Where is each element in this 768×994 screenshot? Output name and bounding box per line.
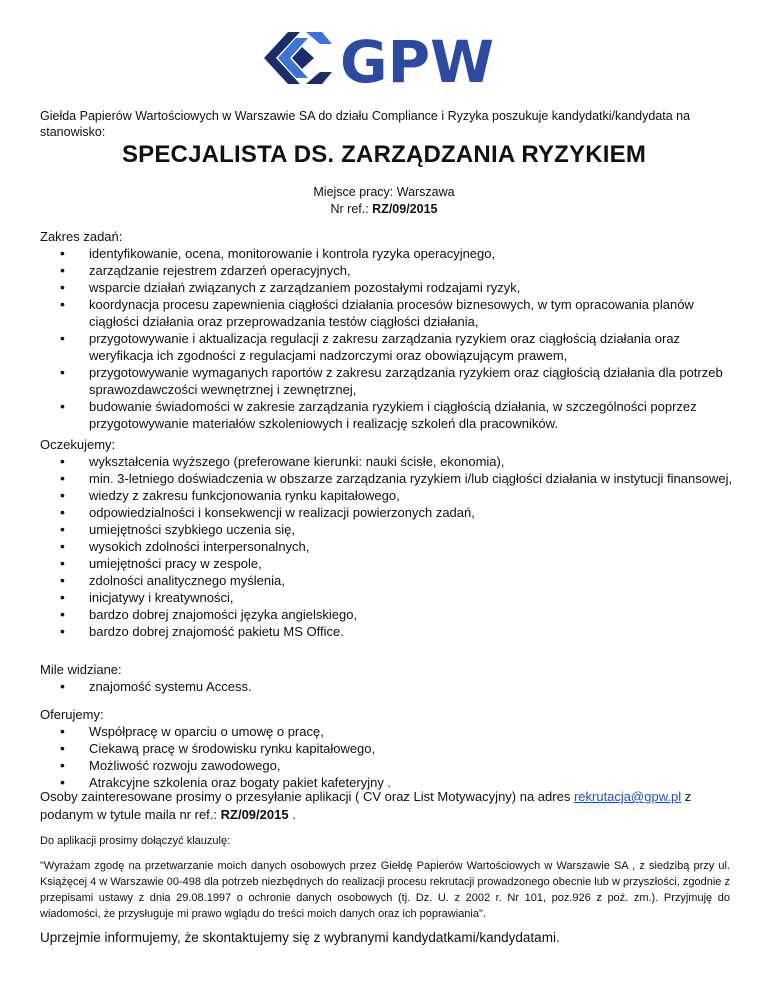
duties-heading: Zakres zadań: [40, 229, 123, 244]
contact-end: . [288, 807, 296, 822]
list-item: • Atrakcyjne szkolenia oraz bogaty pakiet kafeteryjny . [40, 774, 740, 791]
intro-text: Giełda Papierów Wartościowych w Warszawie SA do działu Compliance i Ryzyka poszukuje kandydatki/kandydata na stanowisko: [40, 109, 691, 139]
contact-ref: RZ/09/2015 [220, 807, 289, 822]
gpw-logo-text: GPW [340, 28, 495, 94]
expectations-list [40, 453, 740, 640]
email-link[interactable]: rekrutacja@gpw.pl [573, 789, 682, 804]
clause-intro: Do aplikacji prosimy dołączyć klauzulę: [40, 835, 231, 847]
expectations-section [40, 436, 740, 640]
list-item: • przygotowywanie i aktualizacja regulacji z zakresu zarządzania ryzykiem oraz ciągłością działania oraz weryfikacja ich zgodności z regulacjami nadzorczymi oraz obowiązującym prawem, [40, 330, 740, 364]
location-line: Miejsce pracy: Warszawa [313, 185, 455, 199]
closing-text: Uprzejmie informujemy, że skontaktujemy się z wybranymi kandydatkami/kandydatami. [40, 930, 560, 945]
list-item: • umiejętności pracy w zespole, [40, 555, 740, 572]
ref-line [0, 201, 768, 218]
gpw-emblem-icon [264, 32, 332, 84]
list-item: • odpowiedzialności i konsekwencji w realizacji powierzonych zadań, [40, 504, 740, 521]
duties-section [40, 228, 740, 432]
duties-list [40, 245, 740, 432]
gpw-logo-mark [262, 22, 506, 94]
list-item: • bardzo dobrej znajomości języka angielskiego, [40, 606, 740, 623]
list-item: • koordynacja procesu zapewnienia ciągłości działania procesów biznesowych, w tym opracowania planów ciągłości działania oraz przeprowadzania testów ciągłości działania, [40, 296, 740, 330]
list-item: • zdolności analitycznego myślenia, [40, 572, 740, 589]
ref-value: RZ/09/2015 [372, 202, 438, 216]
nice-to-have-heading: Mile widziane: [40, 662, 122, 677]
contact-text-after: z podanym w tytule maila nr ref.: [40, 789, 692, 822]
list-item: • umiejętności szybkiego uczenia się, [40, 521, 740, 538]
nice-to-have-list [40, 678, 740, 695]
list-item: • budowanie świadomości w zakresie zarządzania ryzykiem i ciągłością działania, w szczególności poprzez przygotowywanie materiałów szkoleniowych i realizację szkoleń dla pracowników. [40, 398, 740, 432]
gdpr-clause: "Wyrażam zgodę na przetwarzanie moich danych osobowych przez Giełdę Papierów Wartościowych w Warszawie SA , z siedzibą przy ul. Książęcej 4 w Warszawie 00-498 dla potrzeb niezbędnych do realizacji procesu rekrutacji prowadzonego obecnie lub w przyszłości, zgodnie z przepisami ustawy z dnia 29.08.1997 o ochronie danych osobowych (tj. Dz. U. z 2002 r. Nr 101, poz.926 z poź. zm.). Przyjmuję do wiadomości, że przysługuje mi prawo wglądu do treści moich danych oraz ich poprawiania". [40, 860, 730, 920]
list-item: • wykształcenia wyższego (preferowane kierunki: nauki ścisłe, ekonomia), [40, 453, 740, 470]
list-item: • Ciekawą pracę w środowisku rynku kapitałowego, [40, 740, 740, 757]
list-item: • wiedzy z zakresu funkcjonowania rynku kapitałowego, [40, 487, 740, 504]
contact-paragraph [40, 788, 730, 824]
list-item: • inicjatywy i kreatywności, [40, 589, 740, 606]
list-item: • zarządzanie rejestrem zdarzeń operacyjnych, [40, 262, 740, 279]
list-item: • wysokich zdolności interpersonalnych, [40, 538, 740, 555]
list-item: • przygotowywanie wymaganych raportów z zakresu zarządzania ryzykiem oraz ciągłością działania dla potrzeb sprawozdawczości wewnętrznej i zewnętrznej, [40, 364, 740, 398]
nice-to-have-section [40, 661, 740, 695]
list-item: • wsparcie działań związanych z zarządzaniem pozostałymi rodzajami ryzyk, [40, 279, 740, 296]
list-item: • min. 3-letniego doświadczenia w obszarze zarządzania ryzykiem i/lub ciągłości działania w instytucji finansowej, [40, 470, 740, 487]
offer-heading: Oferujemy: [40, 707, 104, 722]
list-item: • bardzo dobrej znajomość pakietu MS Office. [40, 623, 740, 640]
offer-list [40, 723, 740, 791]
job-meta [0, 184, 768, 218]
contact-text-before: Osoby zainteresowane prosimy o przesyłanie aplikacji ( CV oraz List Motywacyjny) na adres [40, 789, 574, 804]
job-title: SPECJALISTA DS. ZARZĄDZANIA RYZYKIEM [121, 141, 647, 168]
list-item: • Współpracę w oparciu o umowę o pracę, [40, 723, 740, 740]
ref-label: Nr ref.: [330, 202, 373, 216]
list-item: • Możliwość rozwoju zawodowego, [40, 757, 740, 774]
expectations-heading: Oczekujemy: [40, 437, 116, 452]
list-item: • znajomość systemu Access. [40, 678, 740, 695]
offer-section [40, 706, 740, 791]
gpw-logo [262, 22, 506, 94]
list-item: • identyfikowanie, ocena, monitorowanie i kontrola ryzyka operacyjnego, [40, 245, 740, 262]
